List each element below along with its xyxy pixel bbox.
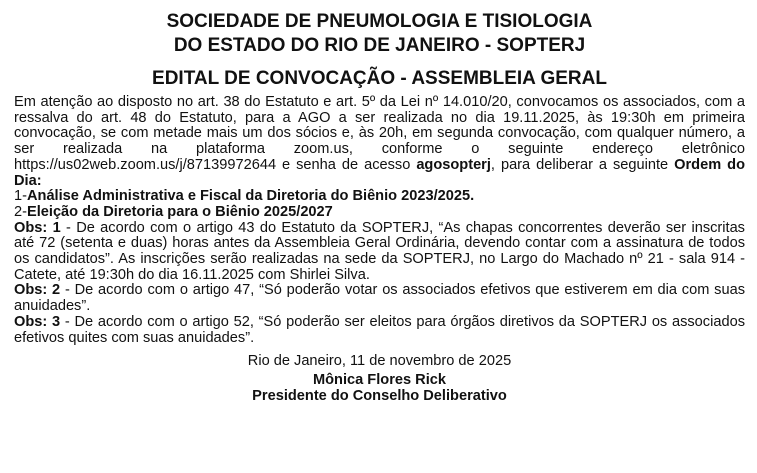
agenda-item-2-number: 2- bbox=[14, 203, 27, 220]
observation-1 bbox=[14, 221, 745, 284]
place-and-date: Rio de Janeiro, 11 de novembro de 2025 bbox=[247, 353, 512, 370]
observation-3 bbox=[14, 315, 745, 346]
agenda-item-1 bbox=[14, 189, 745, 205]
notice-body bbox=[14, 95, 745, 346]
observation-2 bbox=[14, 283, 745, 314]
observation-2-text: - De acordo com o artigo 47, “Só poderão votar os associados efetivos que estiverem em dia com suas anuidades”. bbox=[14, 282, 745, 315]
agenda-item-2-text: Eleição da Diretoria para o Biênio 2025/2027 bbox=[26, 203, 333, 220]
organization-name-line-1: SOCIEDADE DE PNEUMOLOGIA E TISIOLOGIA bbox=[166, 11, 593, 32]
observation-1-label: Obs: 1 bbox=[14, 219, 61, 236]
signer-role: Presidente do Conselho Deliberativo bbox=[252, 387, 507, 404]
intro-after-text: , para deliberar a seguinte bbox=[490, 156, 675, 173]
observation-1-text: - De acordo com o artigo 43 do Estatuto da SOPTERJ, “As chapas concorrentes deverão ser inscritas até 72 (setenta e duas) horas antes da Assembleia Geral Ordinária, devendo contar com a assinatura de todos os candidatos”. As inscrições serão realizadas na sede da SOPTERJ, no Largo do Machado nº 21 - sala 914 - Catete, até 19:30h do dia 16.11.2025 com Shirlei Silva. bbox=[14, 219, 745, 283]
agenda-label: Ordem do Dia bbox=[14, 156, 746, 189]
organization-name-line-2: DO ESTADO DO RIO DE JANEIRO - SOPTERJ bbox=[173, 35, 586, 56]
observation-2-label: Obs: 2 bbox=[14, 282, 61, 299]
notice-title: EDITAL DE CONVOCAÇÃO - ASSEMBLEIA GERAL bbox=[152, 68, 607, 89]
observation-3-text: - De acordo com o artigo 52, “Só poderão ser eleitos para órgãos diretivos da SOPTERJ os associados efetivos quites com suas anuidades”. bbox=[14, 313, 745, 346]
observation-3-label: Obs: 3 bbox=[14, 313, 61, 330]
intro-paragraph bbox=[14, 95, 745, 189]
access-password: agosopterj bbox=[416, 156, 491, 173]
agenda-item-1-number: 1- bbox=[14, 188, 27, 205]
agenda-item-2 bbox=[14, 205, 745, 221]
intro-text: Em atenção ao disposto no art. 38 do Estatuto e art. 5º da Lei nº 14.010/20, convocamos os associados, com a ressalva do art. 48 do Estatuto, para a AGO a ser realizada no dia 19.11.2025, às 19:30h em primeira convocação, se com metade mais um dos sócios e, às 20h, em segunda convocação, com qualquer número, a ser realizada na plataforma zoom.us, conforme o seguinte endereço eletrônico https://us02web.zoom.us/j/87139972644 e senha de acesso bbox=[14, 94, 745, 173]
agenda-item-1-text: Análise Administrativa e Fiscal da Diretoria do Biênio 2023/2025. bbox=[26, 188, 475, 205]
signer-name: Mônica Flores Rick bbox=[312, 372, 446, 389]
agenda-colon: : bbox=[36, 172, 42, 189]
